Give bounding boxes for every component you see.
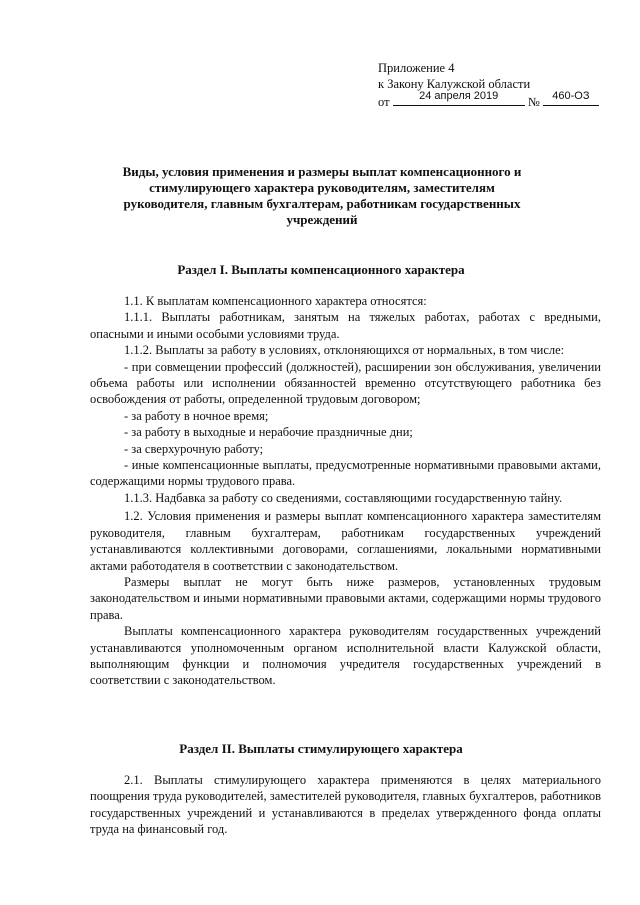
appendix-date: 24 апреля 2019 [419,90,499,102]
appendix-line-2: к Закону Калужской области [378,77,531,91]
paragraph: 1.1.2. Выплаты за работу в условиях, отклоняющихся от нормальных, в том числе: [124,343,565,358]
list-item: - за работу в ночное время; [124,408,269,423]
section-1-body [90,293,601,689]
list-item: - за сверхурочную работу; [124,441,264,456]
section-2-body [90,772,601,838]
paragraph: 1.2. Условия применения и размеры выплат компенсационного характера заместителям руководителя, главным бухгалтерам, работникам государственных учреждений устанавливаются коллективными договорами, соглашениями, локальными нормативными актами работодателя в соответствии с законодательством. [90,509,601,573]
paragraph: 2.1. Выплаты стимулирующего характера применяются в целях материального поощрения труда руководителей, заместителей руководителя, главных бухгалтеров, работников государственных учреждений и устанавливаются в пределах утвержденного фонда оплаты труда на финансовый год. [90,773,601,837]
paragraph: 1.1.3. Надбавка за работу со сведениями, составляющими государственную тайну. [124,490,563,505]
appendix-block [378,60,618,110]
list-item: - иные компенсационные выплаты, предусмотренные нормативными правовыми актами, содержащими нормы трудового права. [90,458,601,489]
number-label: № [527,95,540,109]
appendix-line-1: Приложение 4 [378,61,455,75]
document-title: Виды, условия применения и размеры выплат компенсационного и стимулирующего характера руководителям, заместителям руководителя, главным бухгалтерам, работникам государственных учреждений [122,164,522,227]
list-item: - за работу в выходные и нерабочие праздничные дни; [124,425,413,440]
from-label: от [378,95,390,109]
list-item: - при совмещении профессий (должностей), расширении зон обслуживания, увеличении объема работы или исполнении обязанностей временно отсутствующего работника без освобождения от работы, определенной трудовым договором; [90,359,601,407]
paragraph: 1.1.1. Выплаты работникам, занятым на тяжелых работах, работах с вредными, опасными и иными особыми условиями труда. [90,310,601,341]
paragraph: Выплаты компенсационного характера руководителям государственных учреждений устанавливаются уполномоченным органом исполнительной власти Калужской области, выполняющим функции и полномочия учредителя государственных учреждений в соответствии с законодательством. [90,624,601,688]
paragraph: Размеры выплат не могут быть ниже размеров, установленных трудовым законодательством и иными нормативными правовыми актами, содержащими нормы трудового права. [90,574,601,622]
section-1-heading: Раздел I. Выплаты компенсационного характера [177,262,465,277]
appendix-date-line [378,92,618,110]
section-2-heading: Раздел II. Выплаты стимулирующего характера [179,741,463,756]
appendix-number: 460-ОЗ [552,90,590,102]
paragraph: 1.1. К выплатам компенсационного характера относятся: [124,294,427,308]
